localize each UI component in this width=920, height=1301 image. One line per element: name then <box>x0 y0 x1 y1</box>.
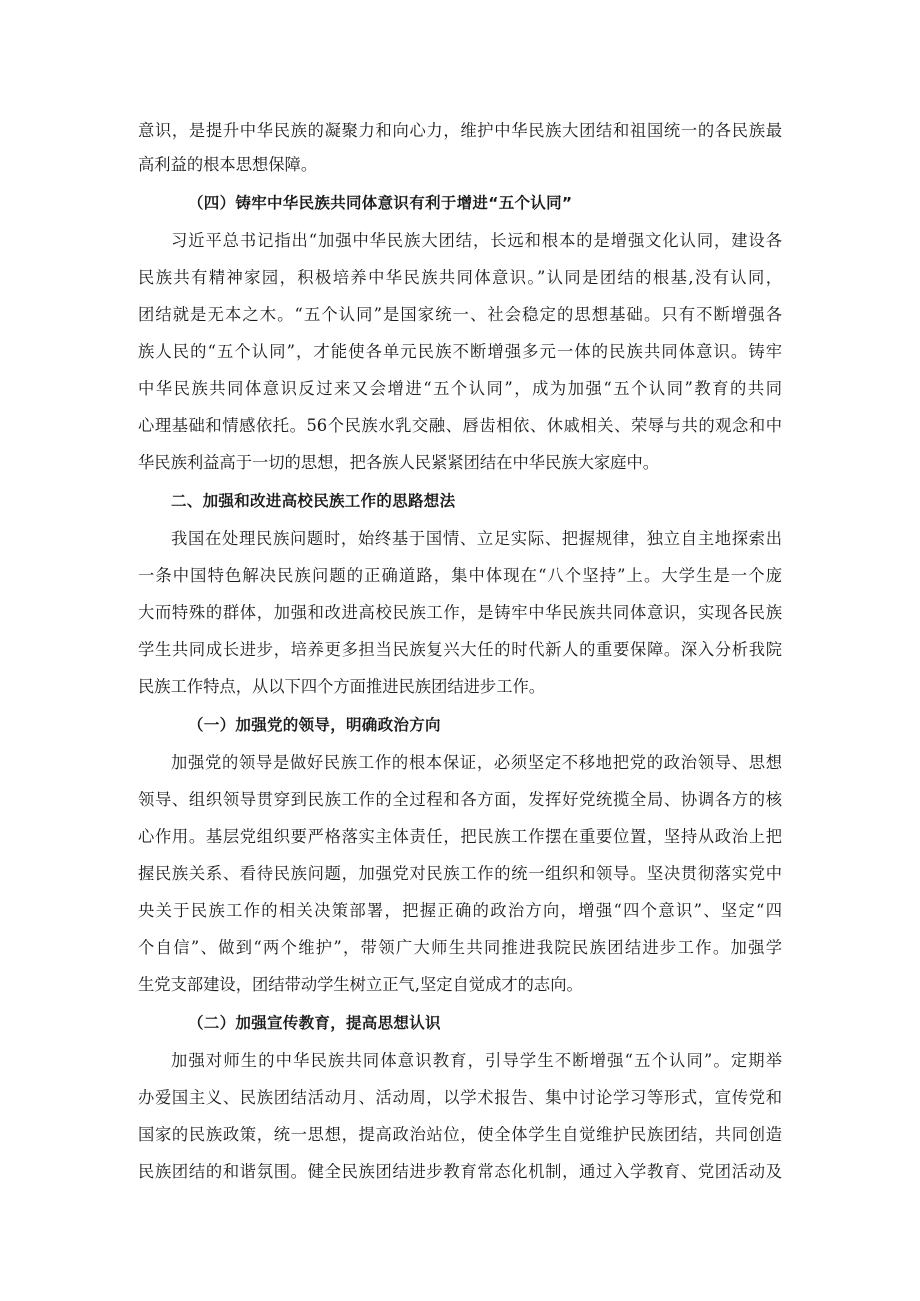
paragraph-line: 大而特殊的群体，加强和改进高校民族工作，是铸牢中华民族共同体意识，实现各民族 <box>138 603 782 622</box>
paragraph-line: 民族团结的和谐氛围。健全民族团结进步教育常态化机制，通过入学教育、党团活动及 <box>138 1162 782 1181</box>
paragraph-line: 我国在处理民族问题时，始终基于国情、立足实际、把握规律，独立自主地探索出 <box>171 529 782 548</box>
paragraph-line: 央关于民族工作的相关决策部署，把握正确的政治方向，增强“四个意识”、坚定“四 <box>138 901 782 920</box>
paragraph-line: 习近平总书记指出“加强中华民族大团结，长远和根本的是增强文化认同，建设各 <box>171 231 782 250</box>
paragraph-line: 加强党的领导是做好民族工作的根本保证，必须坚定不移地把党的政治领导、思想 <box>171 753 782 772</box>
section-heading-1: （一）加强党的领导，明确政治方向 <box>188 716 441 734</box>
paragraph-line: 民族共有精神家园，积极培养中华民族共同体意识。”认同是团结的根基,没有认同， <box>138 268 782 287</box>
chapter-heading-2: 二、加强和改进高校民族工作的思路想法 <box>171 492 456 510</box>
section-heading-4: （四）铸牢中华民族共同体意识有利于增进“五个认同” <box>188 194 573 212</box>
paragraph-line: 族人民的“五个认同”，才能使各单元民族不断增强多元一体的民族共同体意识。铸牢 <box>138 342 782 361</box>
paragraph-line: 学生共同成长进步，培养更多担当民族复兴大任的时代新人的重要保障。深入分析我院 <box>138 640 782 659</box>
paragraph-line: 一条中国特色解决民族问题的正确道路，集中体现在“八个坚持”上。大学生是一个庞 <box>138 566 782 585</box>
paragraph-line: 民族工作特点，从以下四个方面推进民族团结进步工作。 <box>138 677 546 696</box>
paragraph-line: 心理基础和情感依托。56个民族水乳交融、唇齿相依、休戚相关、荣辱与共的观念和中 <box>138 416 782 435</box>
paragraph-line: 握民族关系、看待民族问题，加强党对民族工作的统一组织和领导。坚决贯彻落实党中 <box>138 864 782 883</box>
paragraph-line: 领导、组织领导贯穿到民族工作的全过程和各方面，发挥好党统揽全局、协调各方的核 <box>138 790 782 809</box>
paragraph-line: 加强对师生的中华民族共同体意识教育，引导学生不断增强“五个认同”。定期举 <box>171 1051 782 1070</box>
paragraph-line: 华民族利益高于一切的思想，把各族人民紧紧团结在中华民族大家庭中。 <box>138 453 660 472</box>
paragraph-line: 国家的民族政策，统一思想，提高政治站位，使全体学生自觉维护民族团结，共同创造 <box>138 1125 782 1144</box>
paragraph-line: 办爱国主义、民族团结活动月、活动周，以学术报告、集中讨论学习等形式，宣传党和 <box>138 1088 782 1107</box>
paragraph-line: 意识，是提升中华民族的凝聚力和向心力，维护中华民族大团结和祖国统一的各民族最 <box>138 121 782 140</box>
section-heading-2: （二）加强宣传教育，提高思想认识 <box>188 1014 441 1032</box>
paragraph-line: 中华民族共同体意识反过来又会增进“五个认同”，成为加强“五个认同”教育的共同 <box>138 379 782 398</box>
paragraph-line: 心作用。基层党组织要严格落实主体责任，把民族工作摆在重要位置，坚持从政治上把 <box>138 827 782 846</box>
paragraph-line: 团结就是无本之木。“五个认同”是国家统一、社会稳定的思想基础。只有不断增强各 <box>138 305 782 324</box>
paragraph-line: 个自信”、做到“两个维护”，带领广大师生共同推进我院民族团结进步工作。加强学 <box>138 938 782 957</box>
paragraph-line: 高利益的根本思想保障。 <box>138 155 318 174</box>
paragraph-line: 生党支部建设，团结带动学生树立正气,坚定自觉成才的志向。 <box>138 975 583 994</box>
